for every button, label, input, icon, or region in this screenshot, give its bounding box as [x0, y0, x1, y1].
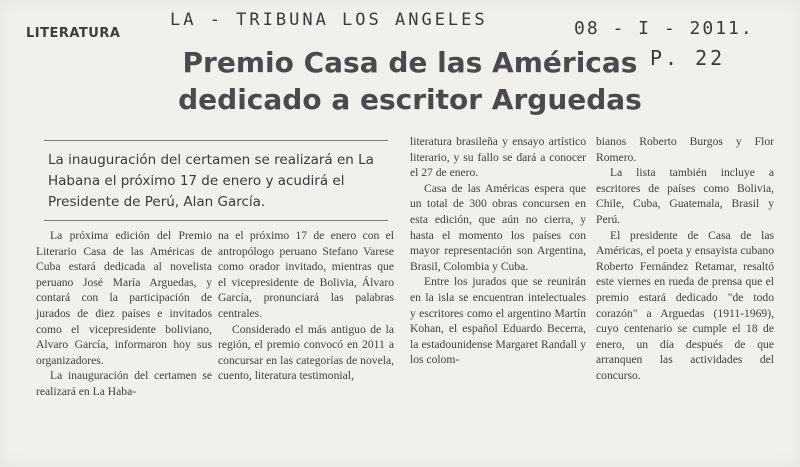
column-4-paragraph-2: La lista también incluye a escritores de países como Bolivia, Chile, Cuba, Guatemala, Brasil y Perú.: [596, 166, 774, 226]
column-2-paragraph-1: na el próximo 17 de enero con el antropólogo peruano Stefano Varese como orador invitado, mientras que el vicepresidente de Bolivia, Álvaro García, pronunciará las palabras centrales.: [218, 229, 394, 320]
article-column-4: [596, 134, 774, 384]
column-4-paragraph-3: El presidente de Casa de las Américas, el poeta y ensayista cubano Roberto Fernández Retamar, resaltó este viernes en rueda de prensa que el premio estará dedicado "de todo corazón" a Arguedas (1911-1969), cuyo centenario se cumple el 18 de enero, un día después de que arranquen las actividades del concurso.: [596, 228, 774, 382]
article-column-3: [410, 134, 586, 368]
article-column-2: [218, 228, 394, 384]
column-1-paragraph-1: La próxima edición del Premio Literario Casa de las Américas de Cuba estará dedicada al novelista peruano José María Arguedas, y contará con la participación de jurados de diez países e invitados como el vicepresidente boliviano, Alvaro García, informaron hoy sus organizadores.: [36, 229, 212, 367]
handwritten-date: 08 - I - 2011.: [574, 18, 754, 39]
column-2-paragraph-2: Considerado el más antiguo de la región, el premio convocó en 2011 a concursar en las categorías de novela, cuento, literatura testimonial,: [218, 322, 394, 383]
lead-paragraph: La inauguración del certamen se realizará en La Habana el próximo 17 de enero y acudirá el Presidente de Perú, Alan García.: [48, 152, 374, 210]
column-3-paragraph-1: literatura brasileña y ensayo artístico literario, y su fallo se dará a conocer el 27 de enero.: [410, 135, 586, 180]
headline-line-1: Premio Casa de las Américas: [182, 46, 638, 79]
article-column-1: [36, 228, 212, 400]
column-3-paragraph-2: Casa de las Américas espera que un total de 300 obras concursen en esta edición, que aún no cierra, y hasta el momento los países con mayor representación son Argentina, Brasil, Colombia y Cuba.: [410, 181, 586, 273]
column-1-paragraph-2: La inauguración del certamen se realizará en La Haba-: [36, 369, 212, 398]
column-4-paragraph-1: bianos Roberto Burgos y Flor Romero.: [596, 135, 774, 164]
lead-bottom-rule: [44, 220, 388, 221]
column-3-paragraph-3: Entre los jurados que se reunirán en la isla se encuentran intelectuales y escritores como el argentino Martín Kohan, el español Eduardo Becerra, la estadounidense Margaret Randall y los colom-: [410, 275, 586, 367]
headline: [150, 44, 670, 118]
lead-top-rule: [44, 140, 388, 141]
headline-line-2: dedicado a escritor Arguedas: [178, 83, 642, 116]
section-label: LITERATURA: [26, 26, 121, 41]
handwritten-page-number: P. 22: [650, 46, 726, 70]
handwritten-newspaper-name: LA - TRIBUNA LOS ANGELES: [170, 10, 488, 30]
